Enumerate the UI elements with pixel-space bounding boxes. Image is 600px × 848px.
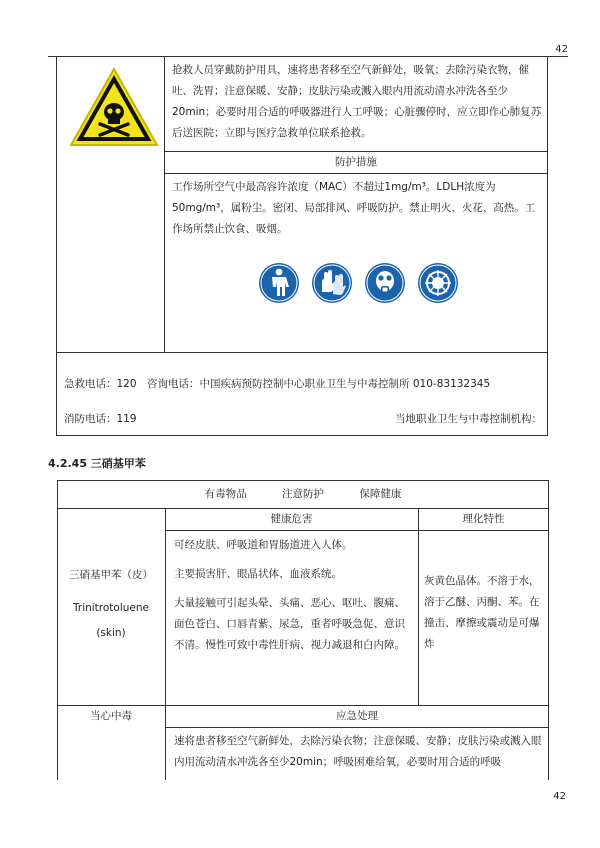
substance-en: Trinitrotoluene [73,602,149,614]
protection-title: 防护措施 [335,156,377,168]
health-paragraph: 大量接触可引起头晕、头痛、恶心、呕吐、腹痛、面色苍白、口唇青紫、尿急，重者呼吸急促、意识不清。慢性可致中毒性肝病、视力减退和白内障。 [174,597,405,651]
skull-crossbones-warning-icon [68,66,160,148]
banner-item: 注意防护 [282,488,324,500]
health-paragraph: 可经皮肤、呼吸道和胃肠道进入人体。 [174,539,353,551]
section-heading: 4.2.45 三硝基甲苯 [48,457,146,470]
local-agency-label: 当地职业卫生与中毒控制机构： [395,413,542,425]
emergency-handling-text: 速将患者移至空气新鲜处，去除污染衣物；注意保暖、安静；皮肤污染或溅入眼内用流动清水冲洗各至少20min；呼吸困难给氧，必要时用合适的呼吸 [174,735,542,768]
health-hazards [174,535,414,664]
physicochemical-properties: 灰黄色晶体。不溶于水，溶于乙醚、丙酮、苯。在撞击、摩擦或震动是可爆炸 [424,575,540,650]
protective-suit-icon [258,262,300,304]
first-aid-text: 抢救人员穿戴防护用具，速将患者移至空气新鲜处，吸氧；去除污染衣物，催吐、洗胃；注意保暖、安静；皮肤污染或溅入眼内用流动清水冲洗各至少20min；必要时用合适的呼吸器进行人工呼吸；心脏骤停时，应立即作心肺复苏后送医院；立即与医疗急救单位联系抢救。 [172,64,542,139]
health-paragraph: 主要损害肝、眼晶状体、血液系统。 [174,568,342,580]
banner-row [57,480,549,508]
protection-text: 工作场所空气中最高容许浓度（MAC）不超过1mg/m³。LDLH浓度为50mg/m³，属粉尘。密闭、局部排风、呼吸防护。禁止明火、火花、高热。工作场所禁止饮食、吸烟。 [172,181,536,235]
props-header: 理化特性 [462,513,505,525]
emergency-phone-line: 急救电话：120 咨询电话：中国疾病预防控制中心职业卫生与中毒控制所 010-83132345 [64,378,491,390]
page-number-bottom: 42 [553,791,566,802]
careful-poison-label: 当心中毒 [90,710,132,722]
banner-item: 有毒物品 [204,488,247,500]
fire-phone-line: 消防电话：119 [64,413,137,425]
substance-cn: 三硝基甲苯（皮） [69,569,153,581]
page-number-top: 42 [555,44,568,55]
emergency-handling-header: 应急处理 [336,710,378,722]
substance-name [57,563,165,646]
health-header: 健康危害 [270,513,313,525]
gas-mask-icon [364,262,406,304]
protective-gloves-icon [311,262,353,304]
banner-item: 保障健康 [359,488,402,500]
dust-mask-icon [417,262,459,304]
top-table-divider [164,56,165,352]
substance-note: (skin) [96,627,126,639]
